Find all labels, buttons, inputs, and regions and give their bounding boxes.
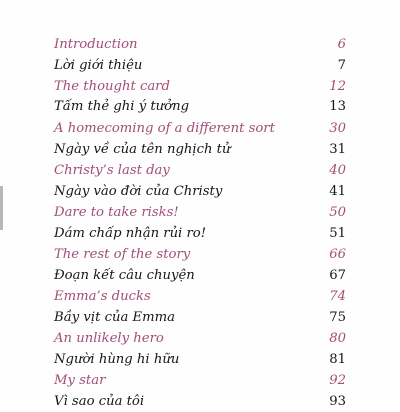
toc-entry-title: A homecoming of a different sort [54,121,275,136]
toc-entry-title: Dare to take risks! [54,205,179,220]
toc-entry-title: An unlikely hero [54,331,164,346]
toc-entry [54,392,346,412]
toc-entry-title: Dám chấp nhận rủi ro! [54,226,207,241]
toc-entry-page-number: 40 [329,163,346,178]
toc-entry-page-number: 6 [337,37,346,52]
toc-entry-page-number: 66 [329,247,346,262]
toc-entry-title: Đoạn kết câu chuyện [54,268,195,283]
toc-entry-page-number: 7 [337,58,346,73]
toc-entry-title: The rest of the story [54,247,191,262]
toc-entry [54,287,346,307]
toc-entry-page-number: 67 [329,268,346,283]
toc-entry [54,119,346,139]
toc-entry [54,77,346,97]
toc-entry-title: Emma’s ducks [54,289,151,304]
toc-entry-title: Christy’s last day [54,163,170,178]
toc-entry-page-number: 50 [329,205,346,220]
toc-entry [54,224,346,244]
toc-entry [54,56,346,76]
toc-entry [54,140,346,160]
toc-entry [54,308,346,328]
toc-entry-title: The thought card [54,79,170,94]
toc-entry [54,161,346,181]
toc-entry [54,35,346,55]
toc-entry [54,371,346,391]
toc-entry [54,329,346,349]
toc-entry [54,245,346,265]
toc-entry-page-number: 74 [329,289,346,304]
toc-entry-title: Introduction [54,37,138,52]
toc-entry [54,203,346,223]
toc-entry-title: Tấm thẻ ghi ý tưởng [54,99,190,114]
toc-entry-title: Lời giới thiệu [54,58,143,73]
toc-entry-page-number: 81 [329,352,346,367]
toc-entry [54,266,346,286]
toc-entry [54,182,346,202]
toc-entry-page-number: 13 [329,99,346,114]
toc-entry-page-number: 75 [329,310,346,325]
toc-entry-title: Vì sao của tôi [54,394,145,409]
toc-entry [54,97,346,117]
toc-entry-title: Ngày về của tên nghịch tử [54,142,231,157]
toc-entry [54,350,346,370]
toc-entry-title: Bầy vịt của Emma [54,310,176,325]
toc-entry-page-number: 31 [329,142,346,157]
toc-entry-title: Ngày vào đời của Christy [54,184,223,199]
toc-entry-page-number: 51 [329,226,346,241]
toc-entry-page-number: 80 [329,331,346,346]
toc-entry-page-number: 92 [329,373,346,388]
toc-entry-page-number: 93 [329,394,346,409]
toc-entry-page-number: 41 [329,184,346,199]
toc-entry-page-number: 12 [329,79,346,94]
toc-entry-title: My star [54,373,106,388]
toc-entry-title: Người hùng hi hữu [54,352,180,367]
toc-entry-page-number: 30 [329,121,346,136]
